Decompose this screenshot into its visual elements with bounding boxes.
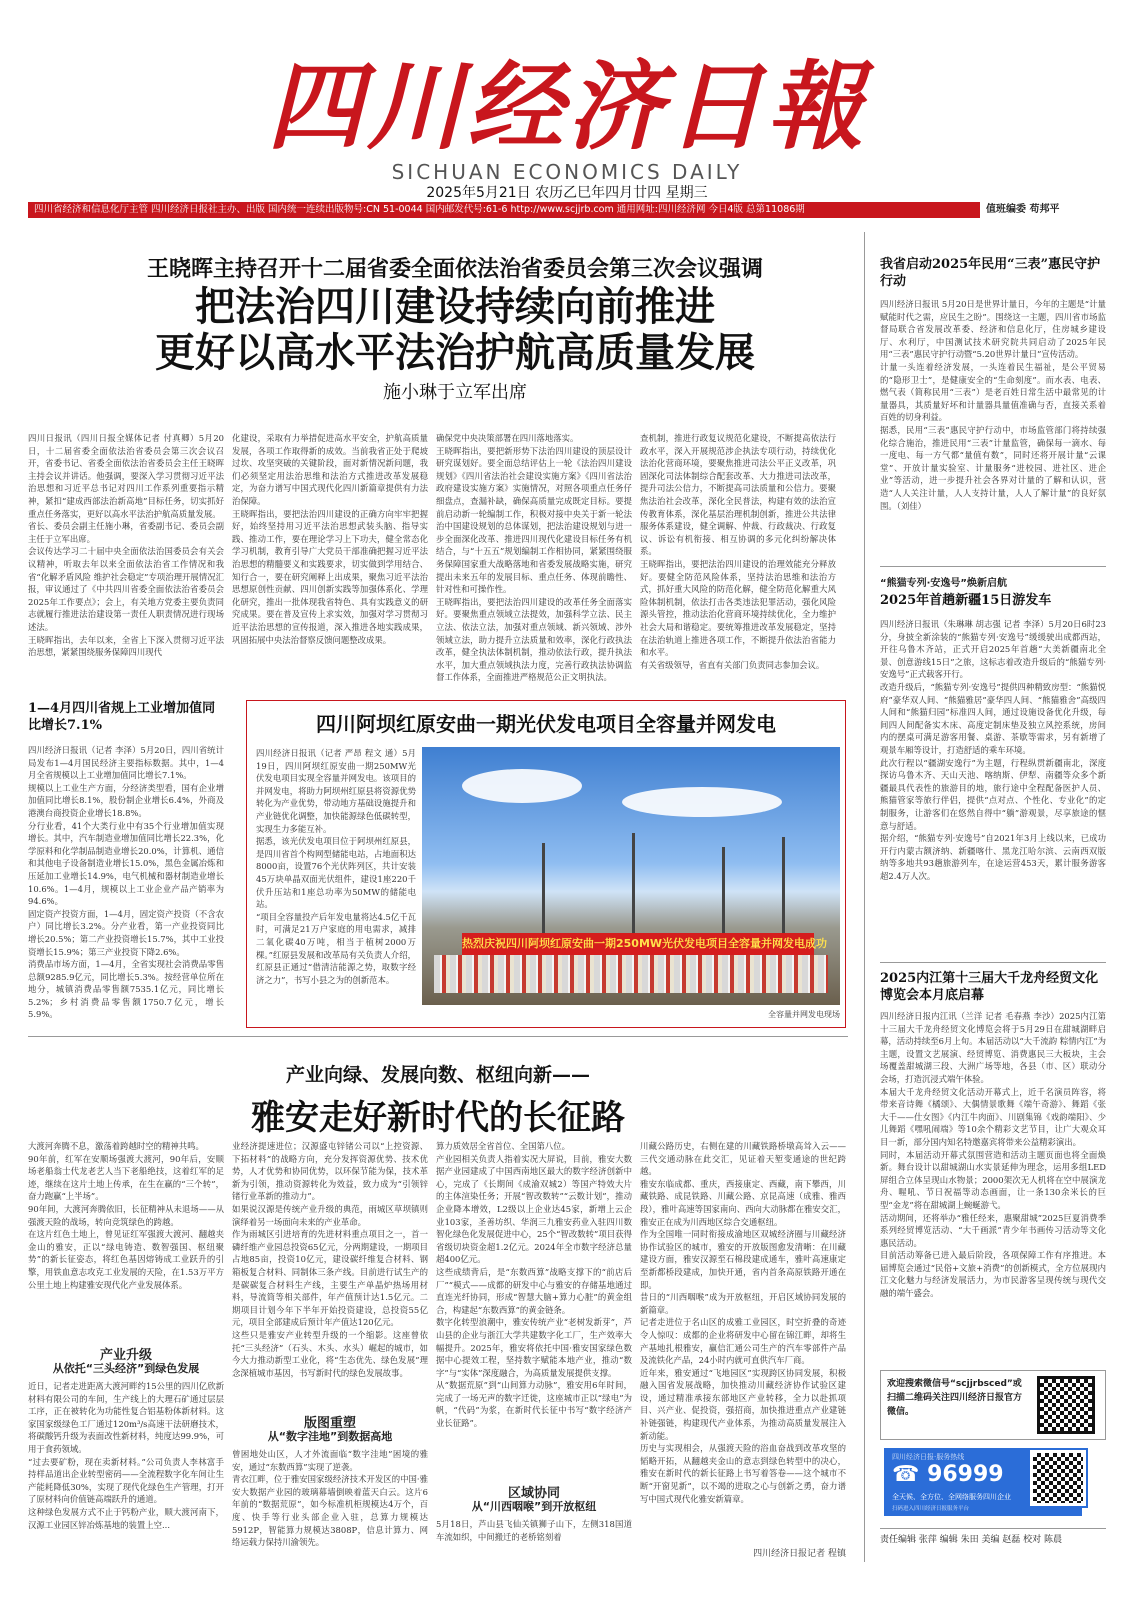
feature-section1-subtitle: 从依托“三头经济”到绿色发展 <box>52 1362 200 1375</box>
feature-section2-title: 版图重塑 <box>303 1416 356 1431</box>
feature-column-3: 算力质效居全省首位、全国第八位。 产业园相关负责人指着实况大屏说，目前，雅安大数据产业园建成了中国西南地区最大的数字经济创新中心，完成了《长期间《成渝双城2）等国产特效大片的主体渲染任务；开展“智改数转”“云数计划”，推动企业降本增效，L2级以上企业达45家，新增上云企业103家，圣善坊织、华润三九雅安药业入驻四川数智化绿色化发展促进中心，25个“智改数转”项目获得省级切块资金超1.2亿元。2024年全市数字经济总量超400亿元。 这些成绩背后，是“东数西算”战略支撑下的“前店后厂”“模式——成都的研发中心与雅安的存储基地通过直连光纤协同，形成“智慧大脑+算力心脏”的黄金组合，构建起“东数西算”的黄金链条。 数字化转型浪潮中，雅安传统产业“老树发新芽”，芦山县的企业与浙江大学共建数字化工厂，生产效率大幅提升。2025年，雅安将依托中国·雅安国家绿色数据中心提效工程，坚持数字赋能本地产业，推动“数字”与“实体”深度融合，为高质量发展提供支撑。 从“数据荒原”到“山间算力动脉”，雅安用6年时间，完成了一场无声的数字迁徙，这座城市正以“绿电”为帆，“代码”为浆，在新时代长征中书写“数字经济产业长征路”。 <box>436 1141 632 1429</box>
feature-column-1-after: 近日，记者走进距离大渡河畔约15公里的四川亿欣新材料有限公司的车间，生产线上的大理石矿通过层层工序，正在被转化为功能性复合铝基粉体新材料。这家国家级绿色工厂通过120m³/s高速干法研磨技术，将碳酸钙升级为表面改性新材料，纯度达99.9%，可用于食药领域。 “过去要矿粉，现在卖新材料。”公司负责人李林富手持样品道出企业转型密码——全流程数字化车间让生产能耗降低30%，实现了现代化绿色生产管理，打开了原材料向价值链高端跃升的通道。 这种绿色发展方式不止于钙粉产业，顺大渡河南下，汉源工业园区锌冶炼基地的装置上空... <box>28 1381 224 1530</box>
lead-column-4: 查机制，推进行政复议规范化建设，不断提高依法行政水平，深入开展规范涉企执法专项行动，持续优化法治化营商环境，要聚焦推进司法公平正义改革，巩固深化司法体制综合配套改革、大力推进司法改革，提升司法公信力，不断提高司法质量和公信力。要聚焦法治社会改革，深化全民普法，构建有效的法治宣传教育体系，深化基层治理机制创新，推进公共法律服务体系建设，健全调解、仲裁、行政裁决、行政复议、诉讼有机衔接、相互协调的多元化纠纷解决体系。 王晓晖指出，要把法治四川建设的治理效能充分释放好。要健全防范风险体系，坚持法治思维和法治方式，抓好重大风险的防范化解，健全防范化解重大风险体制机制，依法打击各类违法犯罪活动，强化风险源头管控，推动法治化营商环境持续优化，全力维护社会大局和谐稳定。要统筹推进改革发展稳定，坚持在法治轨道上推进各项工作，不断提升依法治省能力和水平。 有关省级领导，省直有关部门负责同志参加会议。 <box>640 433 836 670</box>
hotline-qr-code <box>1030 1450 1086 1506</box>
feature-section1-title: 产业升级 <box>99 1348 152 1363</box>
cloud-shape <box>462 769 582 803</box>
hotline-line1: 全天候、全方位、全网络服务四川企业 <box>892 1493 1011 1501</box>
hotline-number <box>892 1462 1004 1487</box>
left-mid-body: 四川经济日报讯（记者 李泽）5月20日，四川省统计局发布1—4月国民经济主要指标数据。其中，1—4月全省规模以上工业增加值同比增长7.1%。 规模以上工业生产方面，分经济类型看，国有企业增加值同比增长8.1%，股份制企业增长6.4%，外商及港澳台商投资企业增长18.8%。 分行业看，41个大类行业中有35个行业增加值实现增长。其中，汽车制造业增加值同比增长22.3%，化学原料和化学制品制造业增长20.0%，计算机、通信和其他电子设备制造业增长15.0%，黑色金属冶炼和压延加工业增长14.9%，电气机械和器材制造业增长10.6%。1—4月，规模以上工业企业产品产销率为94.6%。 固定资产投资方面，1—4月，固定资产投资（不含农户）同比增长3.2%。分产业看，第一产业投资同比增长20.5%；第二产业投资增长15.7%，其中工业投资增长15.9%；第三产业投资下降2.6%。 消费品市场方面，1—4月，全省实现社会消费品零售总额9285.9亿元，同比增长5.3%。按经营单位所在地分，城镇消费品零售额7535.1亿元，同比增长5.2%；乡村消费品零售额1750.7亿元，增长5.9%。 <box>28 745 224 1020</box>
transmission-pole <box>722 847 725 933</box>
column-divider <box>864 232 865 1562</box>
right-mid-body: 四川经济日报讯（朱琳琳 胡志强 记者 李泽）5月20日6时23分，身披全新涂装的“熊猫专列·安逸号”缓缓驶出成都西站，开往乌鲁木齐站，正式开启2025年首趟“大美新疆南北全景、创意游线15日”之旅，这标志着改造升级后的“熊猫专列·安逸号”正式载客开行。 改造升级后，“熊猫专列·安逸号”提供四种精致房型：“熊猫悦府”豪华双人间、“熊猫雅居”豪华四人间、“熊猫雅舍”高级四人间和“熊猫归园”标准四人间，通过设施设备优化升级，每间四人间配备实木床、高度定制床垫及独立风控系统，房间内的摆桌可满足游客用餐、桌游、茶歇等需求，另有新增了观景车厢等设计，打造舒适的乘车环境。 此次行程以“疆湖安逸行”为主题，行程纵贯新疆南北，深度探访乌鲁木齐、天山天池、喀纳斯、伊犁、南疆等众多个新疆最具代表性的旅游目的地，旅行途中全程配备医护人员、熊猫管家等旅行伴侣，提供“点对点、个性化、专业化”的定制服务，让游客们在悠然自得中“躺”游观景，尽享旅途的惬意与舒适。 据介绍，“熊猫专列·安逸号”自2021年3月上线以来，已成功开行内蒙古额济纳、新疆喀什、黑龙江哈尔滨、云南西双版纳等多地共93趟旅游列车，在途运营453天，累计服务游客超2.4万人次。 <box>880 619 1106 881</box>
credits: 责任编辑 张萍 编辑 朱田 美编 赵磊 校对 陈晨 <box>880 1528 1106 1545</box>
feature-section3-subtitle: 从“川西咽喉”到开放枢纽 <box>471 1500 597 1513</box>
duty-editor: 值班编委 苟邦平 <box>980 202 1108 218</box>
right-mid-kicker: “熊猫专列·安逸号”焕新启航 <box>880 578 1007 589</box>
lead-title-line1: 把法治四川建设持续向前推进 <box>195 283 715 330</box>
masthead-title: 四川经济日報 <box>267 50 867 163</box>
celebration-banner: 热烈庆祝四川阿坝红原安曲一期250MW光伏发电项目全容量并网发电成功 <box>462 933 814 955</box>
transmission-pole <box>632 833 635 933</box>
feature-top-rule <box>28 1036 848 1037</box>
lead-column-3: 确保党中央决策部署在四川落地落实。 王晓晖指出，要把新形势下法治四川建设的顶层设计研究谋划好。要全面总结评估上一轮《法治四川建设规划》《四川省法治社会建设实施方案》《四川省法治政府建设实施方案》实施情况，对照各项重点任务仔细盘点，查漏补缺，确保高质量完成既定目标。要提前启动新一轮编制工作，积极对接中央关于新一轮法治中国建设规划的总体谋划，把法治建设规划与进一步全面深化改革、推进四川现代化建设目标任务有机结合，与“十五五”规划编制工作相协同，紧紧围绕服务保障国家重大战略落地和省委发展战略实施，研究提出未来五年的发展目标、重点任务、体现前瞻性、针对性和可操作性。 王晓晖指出，要把法治四川建设的改革任务全面落实好。要聚焦重点领域立法提效，加强科学立法、民主立法、依法立法，加强对重点领域、新兴领域、涉外领域立法，助力提升立法质量和效率，深化行政执法改革，健全执法体制机制，推动依法行政，提升执法水平，加大重点领域执法力度，完善行政执法协调监督工作体系，全面推进严格规范公正文明执法。 <box>436 433 632 683</box>
feature-section3-title: 区域协同 <box>507 1486 560 1501</box>
right-divider-2 <box>880 962 1106 963</box>
lead-column-2: 化建设，采取有力举措促进高水平安全，护航高质量发展，各项工作取得新的成效。当前我省正处于爬坡过坎、攻坚突破的关键阶段，面对新情况新问题，我们必须坚定用法治思维和法治方式推进改革发展稳定，为奋力谱写中国式现代化四川新篇章提供有力法治保障。 王晓晖指出，要把法治四川建设的正确方向牢牢把握好，始终坚持用习近平法治思想武装头脑、指导实践、推动工作，要在理论学习上下功夫，健全常态化学习机制，教育引导广大党员干部准确把握习近平法治思想的精髓要义和实践要求，切实做到学用结合、知行合一，要在研究阐释上出成果，聚焦习近平法治思想原创性贡献、四川创新实践等加强体系化、学理化研究，推出一批体现我省特色、具有实践意义的研究成果。要在普及宣传上求实效，加强对学习贯彻习近平法治思想的宣传报道，深入推进各地实践成果，巩固拓展中央法治督察反馈问题整改成果。 <box>232 433 428 645</box>
feature-kicker: 产业向绿、发展向数、枢纽向新—— <box>285 1064 590 1086</box>
lead-headline <box>80 284 830 376</box>
crowd <box>434 955 828 993</box>
lead-column-1: 四川日报讯（四川日报全媒体记者 付真卿）5月20日，十二届省委全面依法治省委员会第三次会议召开，省委书记、省委全面依法治省委员会主任王晓晖主持会议并讲话。他强调，要深入学习贯彻习近平法治思想和习近平总书记对四川工作系列重要指示精神，紧扣“建成西部法治新高地”目标任务，切实抓好重点任务落实，更好以高水平法治护航高质量发展。 省长、委员会副主任施小琳，省委副书记、委员会副主任于立军出席。 会议传达学习二十届中央全面依法治国委员会有关会议精神，听取去年以来全面依法治省工作情况和我省“化解矛盾风险 维护社会稳定”专项治理开展情况汇报，审议通过了《中共四川省委全面依法治省委员会2025年工作要点》；会上，有关地方党委主要负责同志就履行推进法治建设第一责任人职责情况进行现场述法。 王晓晖指出，去年以来，全省上下深入贯彻习近平法治思想，紧紧围绕服务保障四川现代 <box>28 433 224 658</box>
hotline-line2: 扫码进入四川经济日报服务平台 <box>892 1506 970 1512</box>
feature-column-3-after: 5月18日，芦山县飞仙关镇狮子山下，左侧318国道车流如织，中间搬迁的老桥铭刻着 <box>436 1519 632 1542</box>
feature-column-1: 大渡河奔腾不息，激荡着跨越时空的精神共鸣。 90年前，红军在安顺场强渡大渡河，90年后，安顺场老船翁士代龙老艺人当下老船绝技，这着红军的足迹，继续在这片土地上传承，在生在赢的“三个转”，奋力跑赢“上半场”。 90年间，大渡河奔腾依旧，长征精神从未退场——从强渡天险的战场，转向竞筑绿色的跨越。 在这片红色土地上，曾见证红军强渡大渡河、翻越夹金山的雅安，正以“绿电铸造、数智强国、枢纽聚势”的新长征姿态，将红色基因熔铸成工业跃升的引擎，用铁血意志攻克工业发展的天险，在1.53万平方公里土地上构建雅安现代化产业发展体系。 <box>28 1141 224 1290</box>
feature-column-4: 川藏公路历史，右侧在建的川藏铁路桥墩高耸入云——三代交通动脉在此交汇，见证着天堑变通途的世纪跨越。 雅安东临成都、重庆，西接康定、西藏，南下攀西，川藏铁路、成昆铁路、川藏公路、京昆高速（成雅、雅西段），雅叶高速等国家南向、西向大动脉都在雅安交汇，雅安正在成为川西地区综合交通枢纽。 作为全国唯一同时衔接成渝地区双城经济圈与川藏经济协作试验区的城市，雅安的开放版图愈发清晰：在川藏建设方面，雅安汉源至石棉段建成通车，雅叶高速康定至新都桥段建成，加快开通，省内首条高原铁路开通在即。 昔日的“川西咽喉”成为开放枢纽，开启区域协同发展的新篇章。 记者走进位于名山区的成雅工业园区，时空折叠的奇迹令人惊叹：成都的企业将研发中心留在锦江畔，却将生产基地扎根雅安，赢信汇通公司生产的汽车零部件产品及流铁化产品，24小时内就可直供汽车厂商。 近年来，雅安通过“飞地园区”实现跨区协同发展，积极融入国省发展战略，加快推动川藏经济协作试验区建设，通过精准承接东部地区产业转移，全力以赴抓项目、兴产业、促投资，强招商，加快推进重点产业建链补链强链，构建现代产业体系，为推动高质量发展注入新动能。 历史与实现相会，从强渡天险的浴血奋战到改革攻坚的韬略开拓，从翻越夹金山的意志到绿色转型中的决心，雅安在新时代的新长征路上书写着答卷——这个城市不断“开窗见新”，以不竭的进取之心与创新之勇，奋力谱写中国式现代化雅安新篇章。 <box>640 1141 846 1504</box>
feature-byline: 四川经济日报记者 程镇 <box>753 1549 846 1559</box>
feature-column-2: 业经济提速进位；汉源盛屯锌锗公司以“上控资源、下拓材料”的战略方向，充分发挥资源优势、技术优势，人才优势和协同优势，以环保节能为保，技术革新为引领，推动资源转化为效益，致力成为“引领锌锗行业革新的推动力”。 如果说汉源是传统产业升级的典范，雨城区草坝镇则演绎着另一场面向未来的产业革命。 作为雨城区引进培育的先进材料重点项目之一，首一磷纤维产业园总投资65亿元，分两期建设，一期项目占地85亩，投资10亿元，建设碳纤维复合材料、钢箱板复合材料、同制体三条产线。目前进行试生产的是碳碳复合材料生产线，主要生产单晶炉热场用材料，导流筒等相关部件，年产值预计达1.5亿元。二期项目计划今年下半年开始投资建设，总投资55亿元，项目全部建成后预计年产值达120亿元。 这些只是雅安产业转型升级的一个缩影。这座曾依托“三头经济”（石头、木头、水头）崛起的城市，如今大力推动新型工业化，将“生态优先、绿色发展”理念深植城市基因，书写新时代的绿色发展故事。 <box>232 1141 428 1378</box>
right-mid-headline: 2025年首趟新疆15日游发车 <box>880 593 1052 608</box>
lead-kicker: 王晓晖主持召开十二届省委全面依法治省委员会第三次会议强调 <box>146 256 763 282</box>
feature-headline: 雅安走好新时代的长征路 <box>251 1098 625 1138</box>
wechat-qr-code <box>1037 1376 1095 1434</box>
lead-subtitle: 施小琳于立军出席 <box>383 382 527 403</box>
masthead-date: 2025年5月21日 农历乙巳年四月廿四 星期三 <box>426 185 708 201</box>
solar-project-photo <box>422 747 840 1005</box>
photo-story-body: 四川经济日报讯（记者 严昂 程文 通）5月19日，四川阿坝红原安曲一期250MW光伏发电项目实现全容量并网发电。该项目的并网发电，将助力阿坝州红原县将资源优势转化为产业优势，带动地方基础设施提升和产业链优化调整，加快能源绿色低碳转型，实现生力多能互补。 据悉，该光伏发电项目位于阿坝州红原县，是四川省首个构网型储能电站，占地面积达8000亩，设置76个光伏阵列区，共计安装45万块单晶双面光伏组件，建设1座220千伏升压站和1座总功率为50MW的储能电站。 “项目全容量投产后年发电量将达4.5亿千瓦时，可满足21万户家庭的用电需求，减排二氧化碳40万吨，相当于植树2000万棵。”红原县发展和改革局有关负责人介绍，红原县正通过“借清洁能源之势，取数字经济之力”，书写小县之为的创新范本。 <box>256 748 416 985</box>
hotline-header: 四川经济日报·服务热线 <box>892 1453 965 1461</box>
cloud-shape <box>622 787 782 817</box>
wechat-box <box>880 1370 1106 1440</box>
hotline-number-text: 96999 <box>927 1462 1004 1487</box>
right-low-headline: 2025内江第十三届大千龙舟经贸文化博览会本月底启幕 <box>880 971 1099 1003</box>
photo-story-headline: 四川阿坝红原安曲一期光伏发电项目全容量并网发电 <box>316 712 776 736</box>
transmission-pole <box>782 837 785 933</box>
info-bar: 四川省经济和信息化厅主管 四川经济日报社主办、出版 国内统一连续出版物号:CN 51-0044 国内邮发代号:61-6 http://www.scjjrb.com 通用网址:四川经济网 今日4版 总第11086期 <box>28 202 1108 218</box>
feature-column-2-after: 曾困地处山区，人才外流面临“数字洼地”困境的雅安，通过“东数西算”实现了逆袭。 青衣江畔，位于雅安国家级经济技术开发区的中国·雅安大数据产业园的玻璃幕墙倒映着蓝天白云。这片6年前的“数据荒原”，如今标准机柜规模达4万个，百度、快手等行业头部企业入驻，总算力规模达5912P，智能算力规模达3808P，信息计算力、网络运载力保持川渝领先。 <box>232 1449 428 1548</box>
right-low-body: 四川经济日报内江讯（兰洋 记者 毛春燕 李沙）2025内江第十三届大千龙舟经贸文化博览会将于5月29日在甜城湖畔启幕，活动持续至6月上旬。本届活动以“大千流韵 粽情内江”为主题，设置文艺展演、经贸博览、消费惠民三大板块，主会场覆盖甜城湖三段、大洲广场等地，各县（市、区）联动分会场，打造沉浸式端午体验。 本届大千龙舟经贸文化活动开幕式上，近千名演员阵容，将带来音诗舞《橘颂》、大偶情景歌舞《端午奇游》、舞蹈《张大千——仕女图》《内江牛肉面》、川剧集锦《戏韵端阳》、少儿舞蹈《嘿吼闹端》等10余个精彩文艺节目，让广大观众耳目一新，部分国内知名特邀嘉宾将带来公益精彩演出。 同时，本届活动开幕式氛围营造和活动主题页面也将全面焕新。舞台设计以甜城湖山水实景延伸为理念，运用多组LED屏组合立体呈现山水物景；2000架次无人机将在空中展演龙舟、喔吼、节日祝福等动态画面，让一条130余米长的巨型“金龙”将在甜城湖上蜿蜒游弋。 活动期间，还将举办“雅任经来，惠聚甜城”2025巨夏消费季系列经贸博览活动、“大千画派”青少年书画传习活动等文化惠民活动。 目前活动筹备已进入最后阶段，各项保障工作有序推进。本届博览会通过“民俗+文旅+消费”的创新模式，全方位展现内江文化魅力与经济发展活力，为市民游客呈现传统与现代交融的端午盛会。 <box>880 1011 1106 1299</box>
feature-section2-subtitle: 从“数字洼地”到数据高地 <box>267 1430 393 1443</box>
right-top-body: 四川经济日报讯 5月20日是世界计量日，今年的主题是“计量赋能时代之需，应民生之盼”。围绕这一主题，四川省市场监督局联合省发展改革委、经济和信息化厅，住房城乡建设厅、水利厅，中国测试技术研究院共同启动了2025年民用“三表”惠民守护行动暨“5.20世界计量日”宣传活动。 计量一头连着经济发展，一头连着民生福祉，是公平贸易的“隐形卫士”，是健康安全的“生命刻度”。而水表、电表、燃气表（简称民用“三表”）是老百姓日常生活中最常见的计量器具，其质量好坏和计量器具量值准确与否，直接关系着百姓的切身利益。 据悉，民用“三表”惠民守护行动中，市场监管部门将持续强化综合施治，推进民用“三表”计量监管，确保每一滴水、每一度电、每一方气都“量值有数”，同时还将开展计量“云课堂”、开放计量实验室、计量服务“进校园、进社区、进企业”等活动，进一步提升社会各界对计量的了解和认识，营造“人人关注计量，人人支持计量，人人了解计量”的良好氛围。（刘佳） <box>880 299 1106 511</box>
lead-title-line2: 更好以高水平法治护航高质量发展 <box>155 329 755 376</box>
right-divider-1 <box>880 566 1106 567</box>
transmission-pole <box>542 843 545 933</box>
right-top-headline: 我省启动2025年民用“三表”惠民守护行动 <box>880 257 1101 289</box>
masthead-english-title: SICHUAN ECONOMICS DAILY <box>391 160 743 184</box>
photo-caption: 全容量并网发电现场 <box>768 1010 840 1019</box>
wechat-box-text: 欢迎搜索微信号“scjjrbsced”或扫描二维码关注四川经济日报官方微信。 <box>887 1379 1023 1417</box>
left-mid-headline: 1—4月四川省规上工业增加值同比增长7.1% <box>28 701 216 733</box>
phone-icon: ☎ <box>892 1462 928 1487</box>
